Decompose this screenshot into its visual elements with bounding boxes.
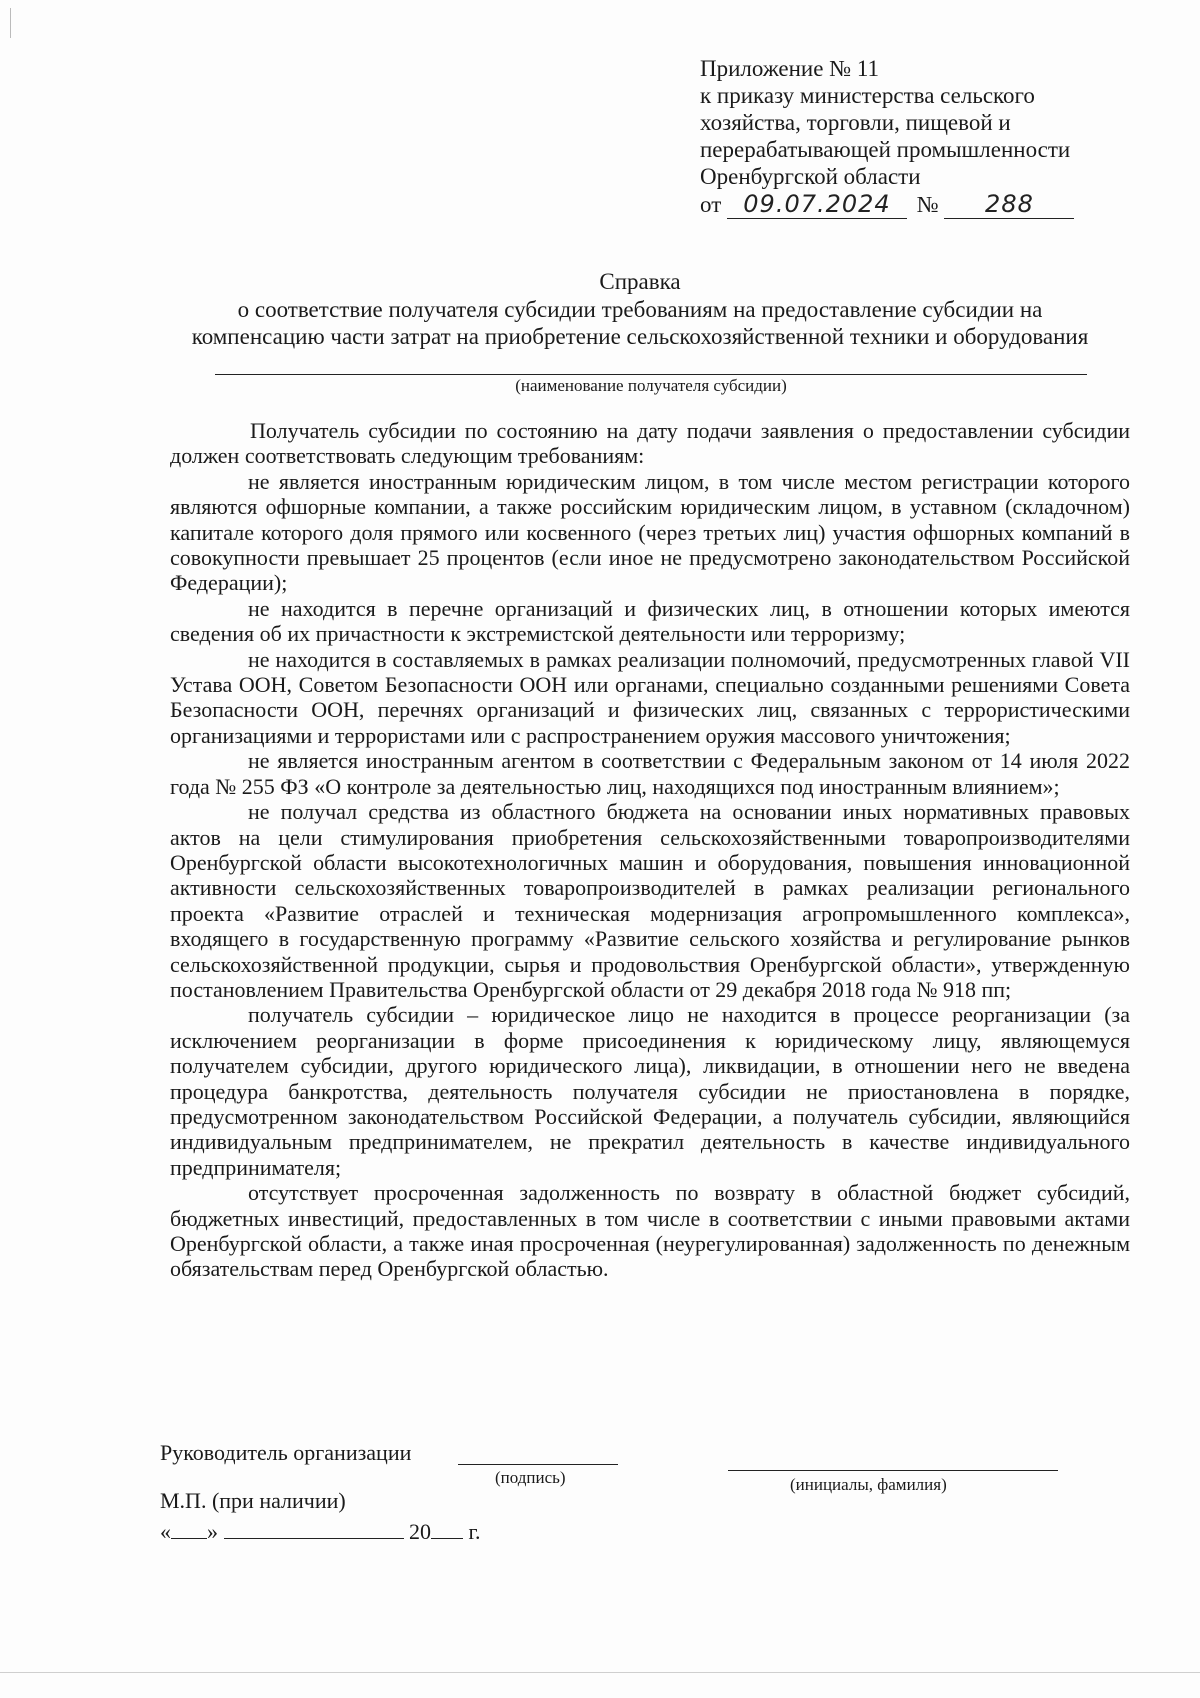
date-day-field[interactable] bbox=[171, 1518, 207, 1539]
recipient-caption: (наименование получателя субсидии) bbox=[515, 376, 787, 395]
requirement-item: не находится в перечне организаций и физических лиц, в отношении которых имеются сведения об их причастности к экстремистской деятельности или терроризму; bbox=[170, 595, 1130, 647]
requirement-item: не получал средства из областного бюджета на основании иных нормативных правовых актов на цели стимулирования приобретения сельскохозяйственными товаропроизводителями Оренбургской области высокотехнологичных машин и оборудования, повышения инновационной активности сельскохозяйственных товаропроизводителей в рамках реализации регионального проекта «Развитие отраслей и техническая модернизация агропромышленного комплекса», входящего в государственную программу «Развитие сельского хозяйства и регулирование рынков сельскохозяйственной продукции, сырья и продовольствия Оренбургской области», утвержденную постановлением Правительства Оренбургской области от 29 декабря 2018 года № 918 пп; bbox=[170, 799, 1130, 1002]
head-of-organization-label: Руководитель организации bbox=[160, 1440, 412, 1465]
recipient-name-field[interactable] bbox=[215, 374, 1087, 375]
scan-edge-mark bbox=[10, 8, 11, 38]
date-year-prefix: 20 bbox=[409, 1519, 431, 1544]
document-title bbox=[160, 268, 1120, 350]
appendix-header bbox=[700, 55, 1120, 221]
order-date-number-line bbox=[700, 191, 1120, 221]
date-month-field[interactable] bbox=[224, 1518, 404, 1539]
title-line-1: о соответствие получателя субсидии требованиям на предоставление субсидии на bbox=[237, 297, 1043, 322]
appendix-line-4: перерабатывающей промышленности bbox=[700, 137, 1071, 162]
order-number-handwritten: 288 bbox=[944, 191, 1074, 219]
signature-caption: (подпись) bbox=[495, 1468, 566, 1487]
title-line-2: компенсацию части затрат на приобретение сельскохозяйственной техники и оборудования bbox=[191, 324, 1089, 349]
appendix-line-2: к приказу министерства сельского bbox=[700, 83, 1035, 108]
scan-bottom-edge bbox=[0, 1672, 1200, 1673]
order-from-prefix: от bbox=[700, 192, 722, 217]
appendix-line-1: Приложение № 11 bbox=[700, 56, 880, 81]
date-year-suffix: г. bbox=[468, 1519, 481, 1544]
requirement-item: не находится в составляемых в рамках реализации полномочий, предусмотренных главой VII Устава ООН, Советом Безопасности ООН или органами, специально созданными решениями Совета Безопасности ООН, перечнях организаций и физических лиц, связанных с террористическими организациями и террористами или с распространением оружия массового уничтожения; bbox=[170, 646, 1130, 748]
requirements-body bbox=[170, 418, 1130, 1282]
requirement-item: получатель субсидии – юридическое лицо не находится в процессе реорганизации (за исключением реорганизации в форме присоединения к юридическому лицу, являющемуся получателем субсидии, другого юридического лица), ликвидации, в отношении него не введена процедура банкротства, деятельность получателя субсидии не приостановлена в порядке, предусмотренном законодательством Российской Федерации, а получатель субсидии, являющийся индивидуальным предпринимателем, не прекратил деятельность в качестве индивидуального предпринимателя; bbox=[170, 1002, 1130, 1180]
order-number-prefix: № bbox=[916, 192, 939, 217]
date-close-quote: » bbox=[207, 1519, 218, 1544]
initials-surname-field[interactable] bbox=[728, 1470, 1058, 1471]
appendix-line-5: Оренбургской области bbox=[700, 164, 921, 189]
requirement-item: не является иностранным юридическим лицом, в том числе местом регистрации которого являются офшорные компании, а также российским юридическим лицом, в уставном (складочном) капитале которого доля прямого или косвенного (через третьих лиц) участия офшорных компаний в совокупности превышает 25 процентов (если иное не предусмотрено законодательством Российской Федерации); bbox=[170, 468, 1130, 596]
date-line bbox=[160, 1518, 481, 1545]
initials-surname-caption: (инициалы, фамилия) bbox=[790, 1475, 947, 1494]
requirements-intro: Получатель субсидии по состоянию на дату подачи заявления о предоставлении субсидии должен соответствовать следующим требованиям: bbox=[170, 418, 1130, 469]
title-main: Справка bbox=[599, 269, 681, 294]
date-open-quote: « bbox=[160, 1519, 171, 1544]
requirement-item: отсутствует просроченная задолженность по возврату в областной бюджет субсидий, бюджетных инвестиций, предоставленных в том числе в соответствии с иными правовыми актами Оренбургской области, а также иная просроченная (неурегулированная) задолженность по денежным обязательствам перед Оренбургской областью. bbox=[170, 1180, 1130, 1282]
signature-field[interactable] bbox=[458, 1464, 618, 1465]
order-date-handwritten: 09.07.2024 bbox=[727, 191, 907, 219]
stamp-label: М.П. (при наличии) bbox=[160, 1488, 346, 1513]
requirement-item: не является иностранным агентом в соответствии с Федеральным законом от 14 июля 2022 года № 255 ФЗ «О контроле за деятельностью лиц, находящихся под иностранным влиянием»; bbox=[170, 748, 1130, 799]
date-year-field[interactable] bbox=[431, 1518, 463, 1539]
appendix-line-3: хозяйства, торговли, пищевой и bbox=[700, 110, 1011, 135]
